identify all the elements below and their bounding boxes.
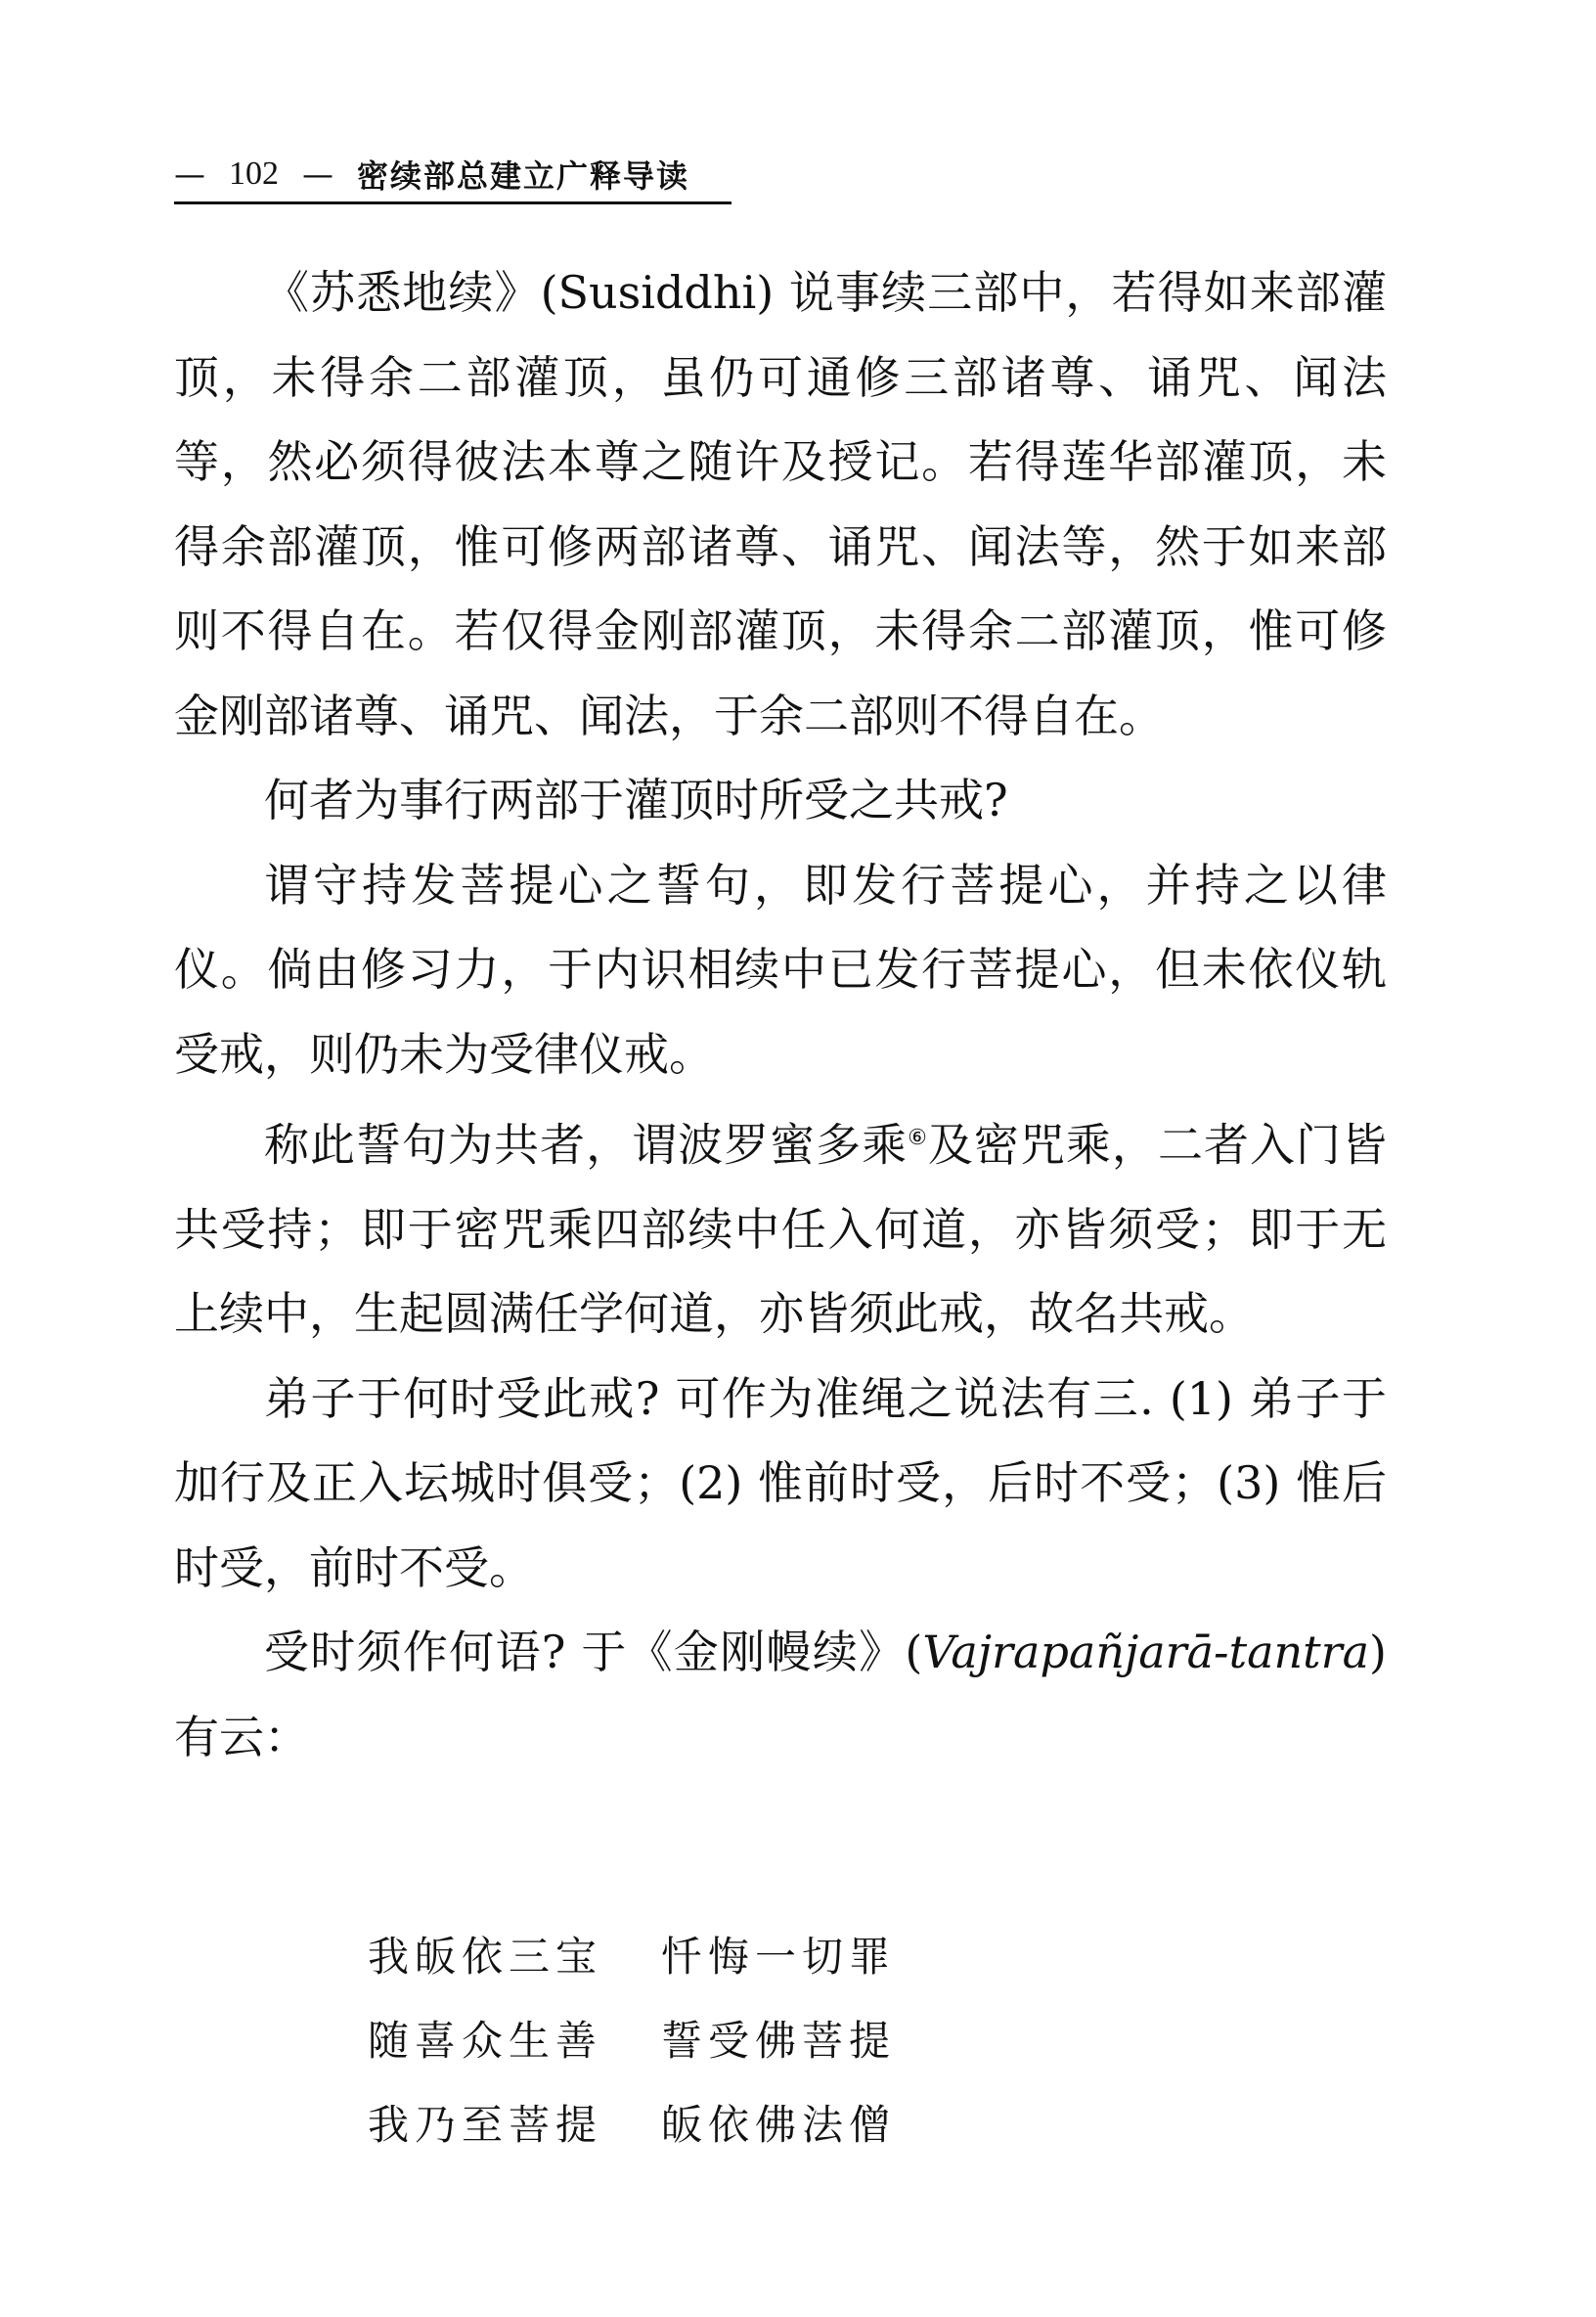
book-title: 密续部总建立广释导读 [357,157,690,195]
paragraph-6-text-a: 受时须作何语? 于《金刚幔续》( [264,1626,923,1679]
paragraph-4-text-a: 称此誓句为共者，谓波罗蜜多乘 [264,1118,909,1172]
page-number: 102 [229,156,279,192]
verse-line-left: 随喜众生善 [368,2017,603,2065]
verse-line-right: 皈依佛法僧 [661,2101,897,2149]
paragraph-1: 《苏悉地续》(Susiddhi) 说事续三部中，若得如来部灌顶，未得余二部灌顶，虽仍可通修三部诸尊、诵咒、闻法等，然必须得彼法本尊之随许及授记。若得莲华部灌顶，未得余部灌顶，惟可修两部诸尊、诵咒、闻法等，然于如来部则不得自在。若仅得金刚部灌顶，未得余二部灌顶，惟可修金刚部诸尊、诵咒、闻法，于余二部则不得自在。 [174,266,1387,742]
sanskrit-title: Vajrapañjarā-tantra [922,1626,1370,1679]
body-text [174,250,1387,1779]
verse-line [368,1915,896,1999]
footnote-marker: ⑥ [908,1126,928,1150]
paragraph-6 [174,1610,1387,1779]
verse-line-right: 忏悔一切罪 [661,1933,897,1981]
paragraph-6-text-b: ) 有云： [174,1626,1387,1763]
paragraph-2: 何者为事行两部于灌顶时所受之共戒? [264,774,1008,826]
paragraph-4 [174,1096,1387,1357]
header-dash-left: — [174,156,205,193]
verse-line-right: 誓受佛菩提 [661,2017,897,2065]
verse-block [368,1915,896,2167]
paragraph-3: 谓守持发菩提心之誓句，即发行菩提心，并持之以律仪。倘由修习力，于内识相续中已发行菩提心，但未依仪轨受戒，则仍未为受律仪戒。 [174,858,1387,1081]
verse-line [368,2083,896,2167]
paragraph-5: 弟子于何时受此戒? 可作为准绳之说法有三. (1) 弟子于加行及正入坛城时俱受；(2) 惟前时受，后时不受；(3) 惟后时受，前时不受。 [174,1371,1388,1594]
verse-line-left: 我乃至菩提 [368,2101,603,2149]
running-header [174,147,732,204]
header-dash-right: — [302,156,333,193]
verse-line-left: 我皈依三宝 [368,1933,603,1981]
verse-line [368,1999,896,2083]
paragraph-4-text-b: 及密咒乘，二者入门皆共受持；即于密咒乘四部续中任入何道，亦皆须受；即于无上续中，生起圆满任学何道，亦皆须此戒，故名共戒。 [174,1118,1387,1341]
